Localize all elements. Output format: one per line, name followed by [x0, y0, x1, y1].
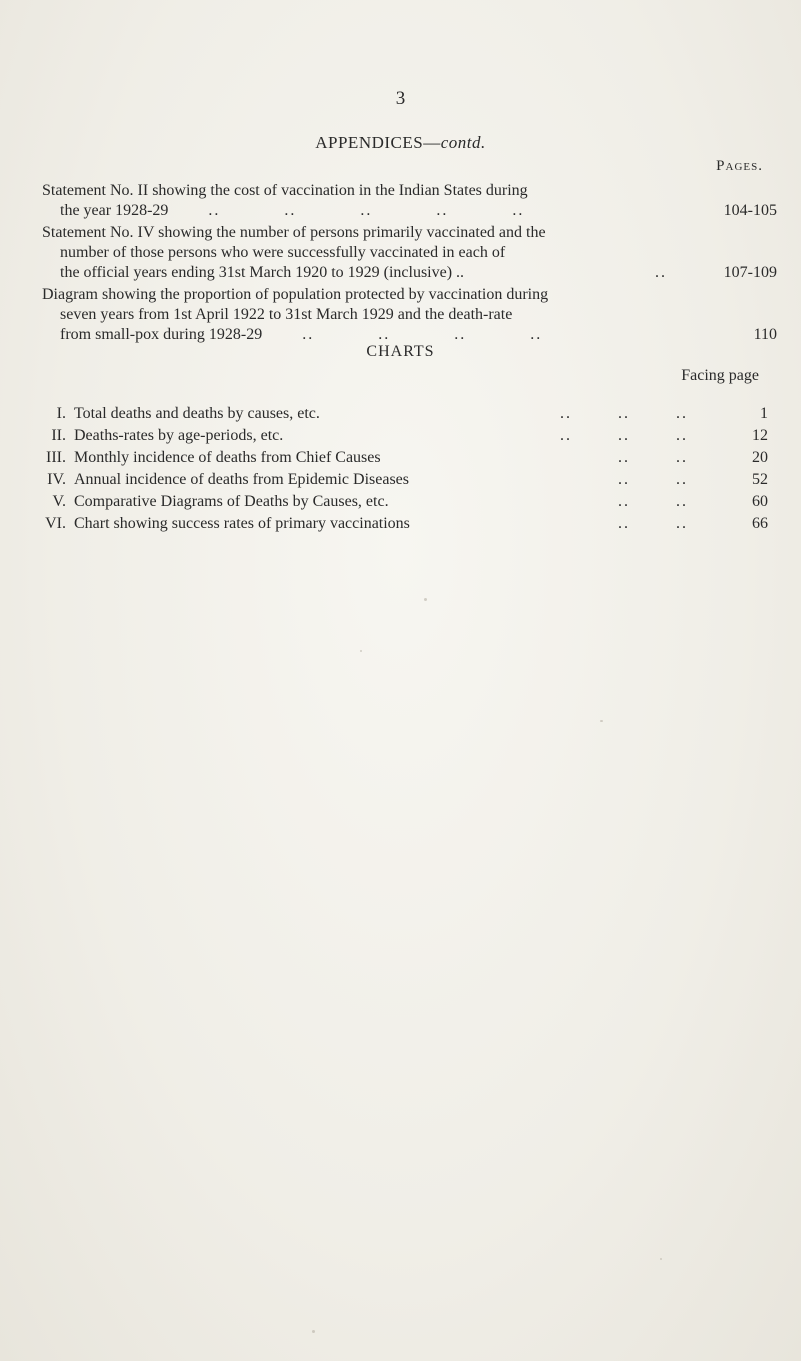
chart-list-item	[30, 403, 768, 425]
paper-speck	[424, 598, 427, 601]
statement-entry	[42, 285, 777, 345]
chart-page: 52	[752, 471, 768, 488]
appendices-heading-text: APPENDICES—	[315, 133, 441, 152]
paper-speck	[660, 1258, 662, 1260]
chart-title: Total deaths and deaths by causes, etc.	[74, 405, 320, 422]
dot-leader: .. .. .. ..	[302, 326, 543, 343]
chart-number: VI.	[45, 515, 66, 532]
statement-line: Statement No. IV showing the number of persons primarily vaccinated and the	[42, 224, 546, 241]
appendices-heading-contd: contd.	[440, 133, 486, 152]
chart-number: II.	[51, 427, 66, 444]
statement-text: the official years ending 31st March 1920 to 1929 (inclusive) ..	[60, 264, 465, 281]
statement-pages: 110	[753, 326, 777, 343]
appendices-heading	[0, 133, 801, 153]
statement-last-line	[42, 201, 777, 221]
paper-speck	[312, 1330, 315, 1333]
chart-list-item	[30, 491, 768, 513]
statement-last-line	[42, 263, 777, 283]
pages-column-header: Pages.	[716, 158, 763, 174]
statement-text: the year 1928-29	[60, 202, 169, 219]
statement-line: seven years from 1st April 1922 to 31st March 1929 and the death-rate	[60, 306, 513, 323]
facing-page-column-header: Facing page	[681, 367, 759, 384]
chart-list-item	[30, 447, 768, 469]
dot-leader: .. ..	[618, 471, 688, 488]
chart-title: Comparative Diagrams of Deaths by Causes, etc.	[74, 493, 389, 510]
statement-line: Statement No. II showing the cost of vaccination in the Indian States during	[42, 182, 528, 199]
chart-number: I.	[56, 405, 66, 422]
dot-leader: .. .. ..	[560, 427, 688, 444]
statement-pages: 107-109	[723, 264, 777, 281]
chart-page: 66	[752, 515, 768, 532]
dot-leader: .. .. ..	[560, 405, 688, 422]
charts-heading: CHARTS	[366, 343, 435, 360]
chart-page: 60	[752, 493, 768, 510]
dot-leader: .. ..	[618, 515, 688, 532]
dot-leader: .. ..	[618, 493, 688, 510]
statement-entry	[42, 181, 777, 221]
dot-leader: .. .. .. .. ..	[208, 202, 525, 219]
chart-title: Monthly incidence of deaths from Chief Causes	[74, 449, 381, 466]
chart-list-item	[30, 513, 768, 535]
chart-title: Annual incidence of deaths from Epidemic Diseases	[74, 471, 409, 488]
statement-last-line	[42, 325, 777, 345]
statement-text: from small-pox during 1928-29	[60, 326, 263, 343]
statement-line: number of those persons who were successfully vaccinated in each of	[60, 244, 506, 261]
page-number: 3	[395, 88, 406, 109]
chart-list-item	[30, 469, 768, 491]
chart-list-item	[30, 425, 768, 447]
chart-page: 1	[760, 405, 768, 422]
paper-speck	[600, 720, 603, 722]
statement-line: Diagram showing the proportion of population protected by vaccination during	[42, 286, 549, 303]
dot-leader: ..	[655, 264, 667, 281]
chart-number: III.	[46, 449, 66, 466]
paper-speck	[360, 650, 362, 652]
statement-pages: 104-105	[723, 202, 777, 219]
statement-entry	[42, 223, 777, 283]
chart-title: Deaths-rates by age-periods, etc.	[74, 427, 284, 444]
dot-leader: .. ..	[618, 449, 688, 466]
chart-number: V.	[52, 493, 66, 510]
chart-list	[30, 403, 768, 535]
chart-number: IV.	[47, 471, 66, 488]
chart-page: 20	[752, 449, 768, 466]
chart-page: 12	[752, 427, 768, 444]
chart-title: Chart showing success rates of primary vaccinations	[74, 515, 410, 532]
